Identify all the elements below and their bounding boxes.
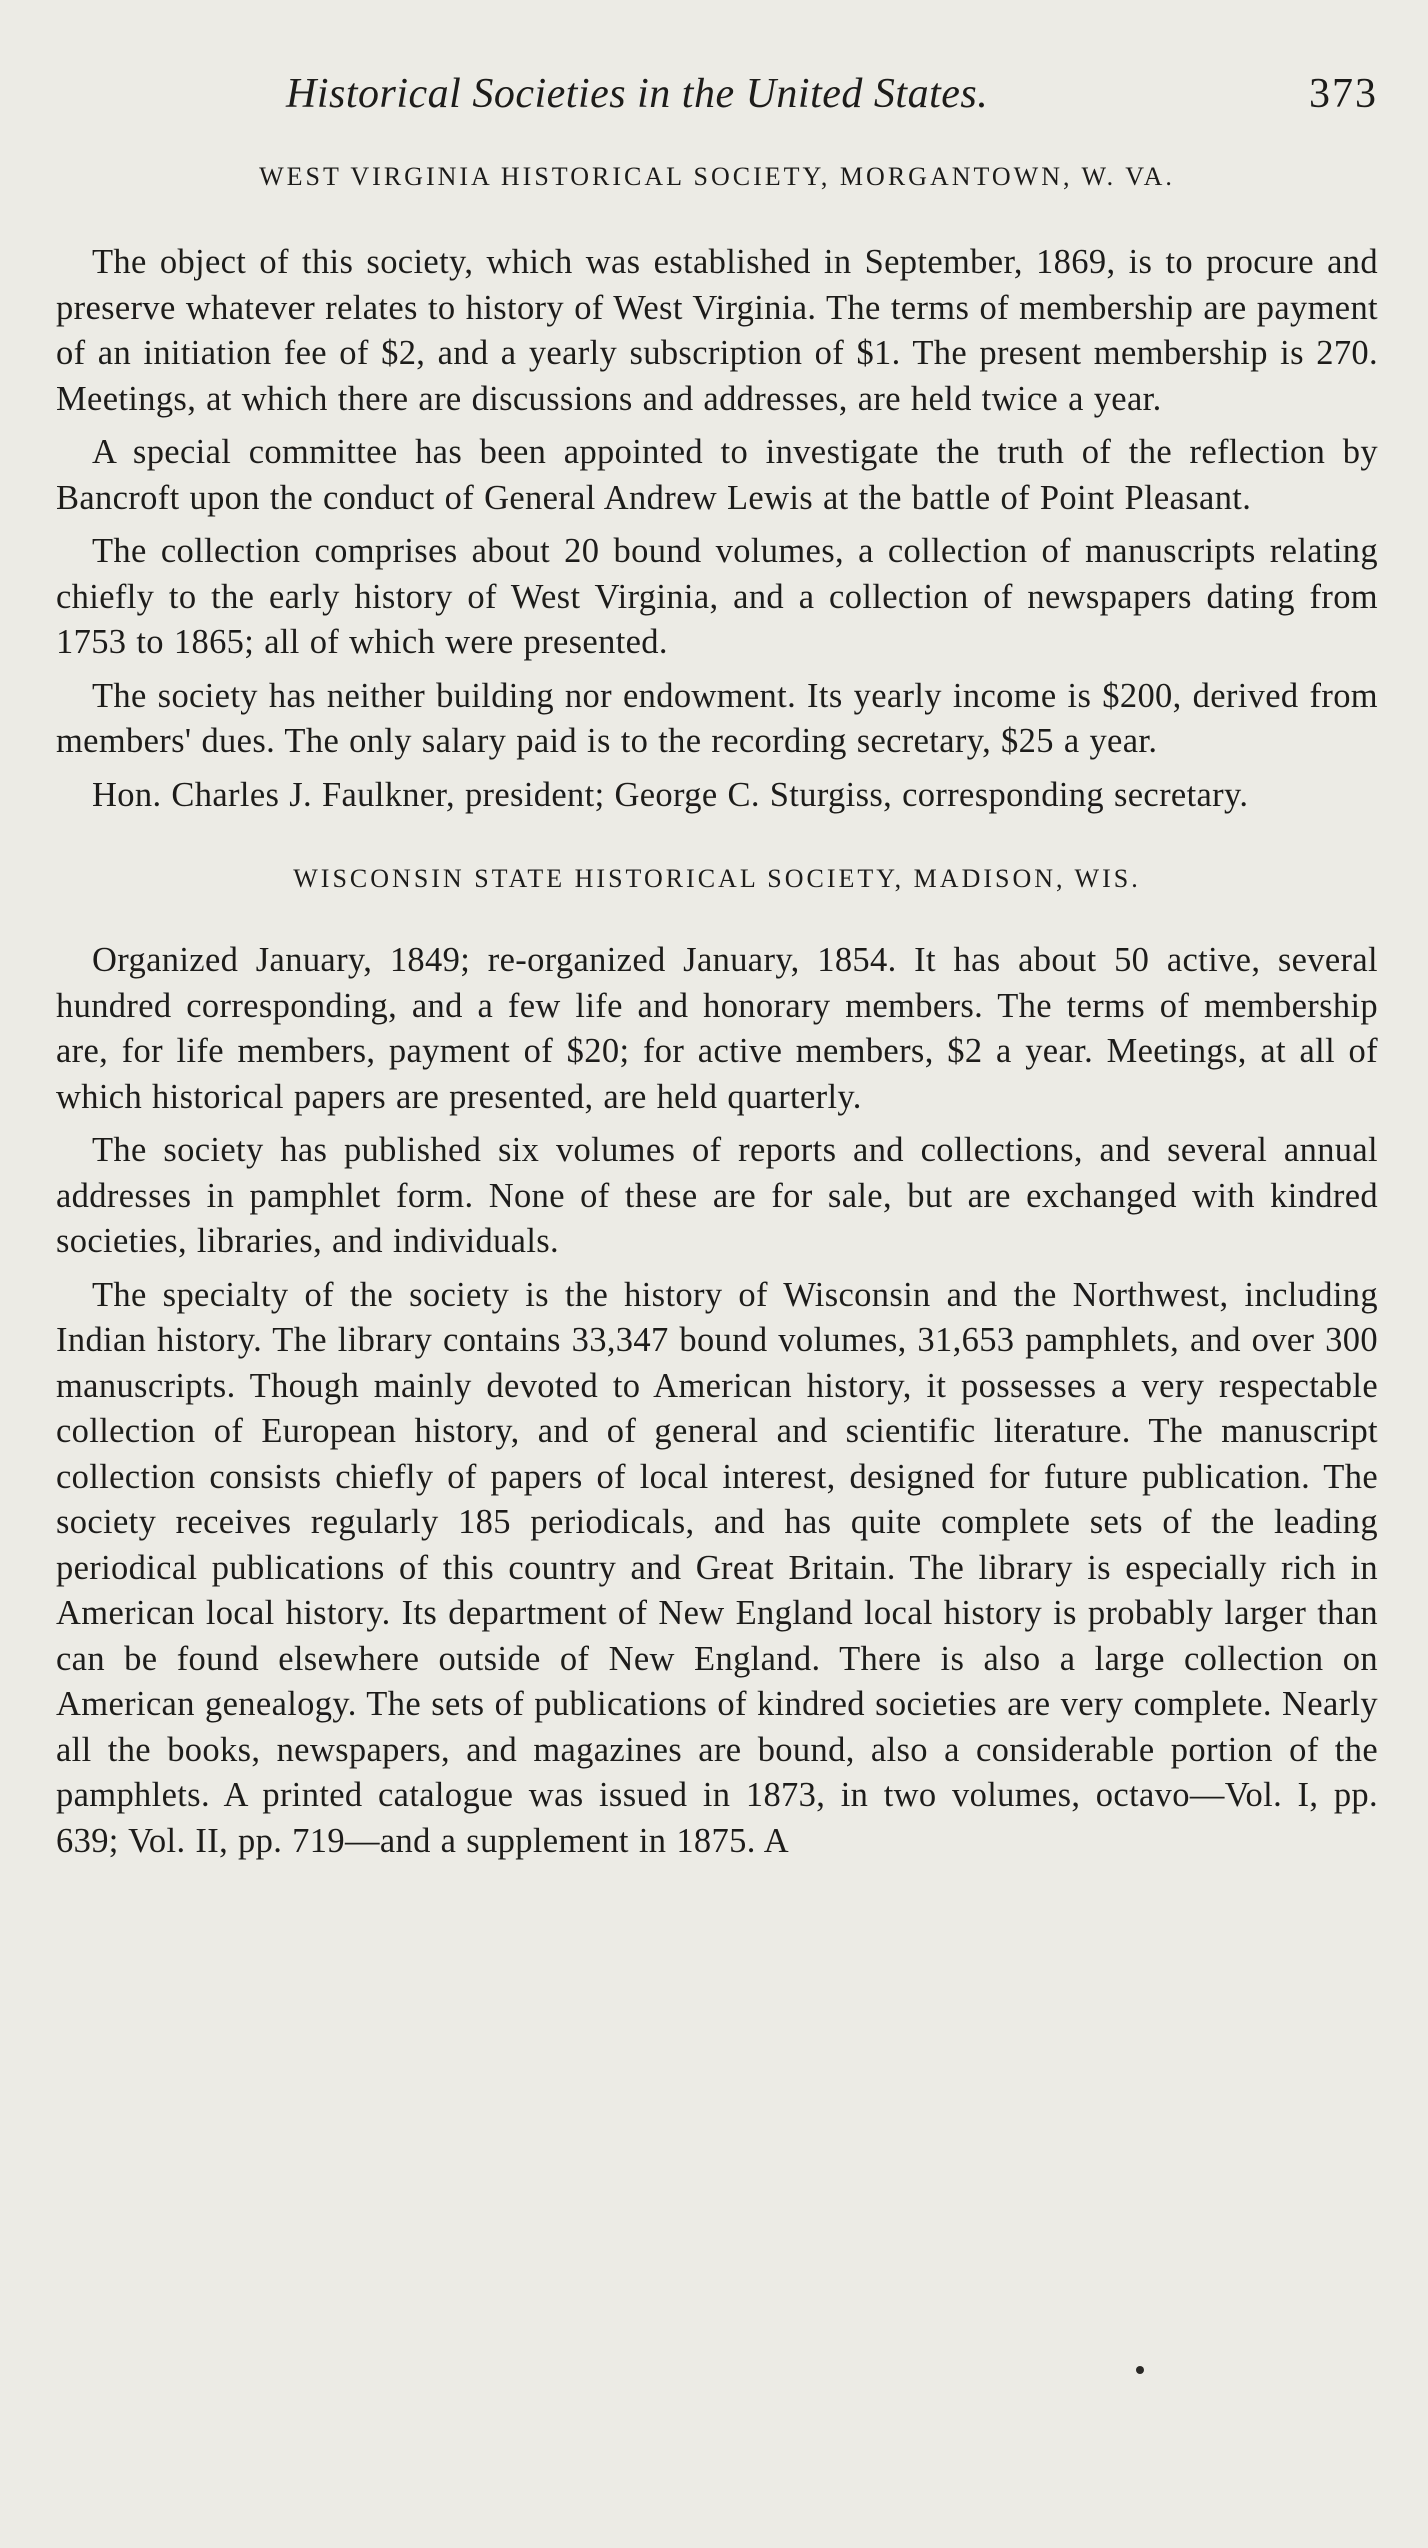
section-heading-west-virginia: WEST VIRGINIA HISTORICAL SOCIETY, MORGANTOWN, W. VA.: [259, 162, 1175, 191]
printer-mark-dot: [1136, 2366, 1144, 2374]
running-title: Historical Societies in the United States.: [286, 71, 989, 117]
paragraph: A special committee has been appointed to investigate the truth of the reflection by Bancroft upon the conduct of General Andrew Lewis at the battle of Point Pleasant.: [56, 433, 1378, 517]
paragraph: The collection comprises about 20 bound volumes, a collection of manuscripts relating chiefly to the early history of West Virginia, and a collection of newspapers dating from 1753 to 1865; all of which were presented.: [56, 532, 1378, 661]
paragraph: The society has published six volumes of reports and collections, and several annual addresses in pamphlet form. None of these are for sale, but are exchanged with kindred societies, libraries, and individuals.: [56, 1131, 1378, 1260]
paragraph: Organized January, 1849; re-organized January, 1854. It has about 50 active, several hundred corresponding, and a few life and honorary members. The terms of membership are, for life members, payment of $20; for active members, $2 a year. Meetings, at all of which historical papers are presented, are held quarterly.: [56, 941, 1378, 1116]
paragraph: The specialty of the society is the history of Wisconsin and the Northwest, including Indian history. The library contains 33,347 bound volumes, 31,653 pamphlets, and over 300 manuscripts. Though mainly devoted to American history, it possesses a very respectable collection of European history, and of general and scientific literature. The manuscript collection consists chiefly of papers of local interest, designed for future publication. The society receives regularly 185 periodicals, and has quite complete sets of the leading periodical publications of this country and Great Britain. The library is especially rich in American local history. Its department of New England local history is probably larger than can be found elsewhere outside of New England. There is also a large collection on American genealogy. The sets of publications of kindred societies are very complete. Nearly all the books, newspapers, and magazines are bound, also a considerable portion of the pamphlets. A printed catalogue was issued in 1873, in two volumes, octavo—Vol. I, pp. 639; Vol. II, pp. 719—and a supplement in 1875. A: [56, 1275, 1378, 1860]
paragraph: Hon. Charles J. Faulkner, president; George C. Sturgiss, corresponding secretary.: [92, 775, 1249, 814]
page-number: 373: [1309, 71, 1378, 117]
running-head: [56, 60, 1378, 140]
book-page: [56, 60, 1378, 1864]
section-heading-wisconsin: WISCONSIN STATE HISTORICAL SOCIETY, MADISON, WIS.: [293, 864, 1141, 893]
paragraph: The object of this society, which was established in September, 1869, is to procure and preserve whatever relates to history of West Virginia. The terms of membership are payment of an initiation fee of $2, and a yearly subscription of $1. The present membership is 270. Meetings, at which there are discussions and addresses, are held twice a year.: [56, 243, 1378, 418]
paragraph: The society has neither building nor endowment. Its yearly income is $200, derived from members' dues. The only salary paid is to the recording secretary, $25 a year.: [56, 676, 1378, 760]
